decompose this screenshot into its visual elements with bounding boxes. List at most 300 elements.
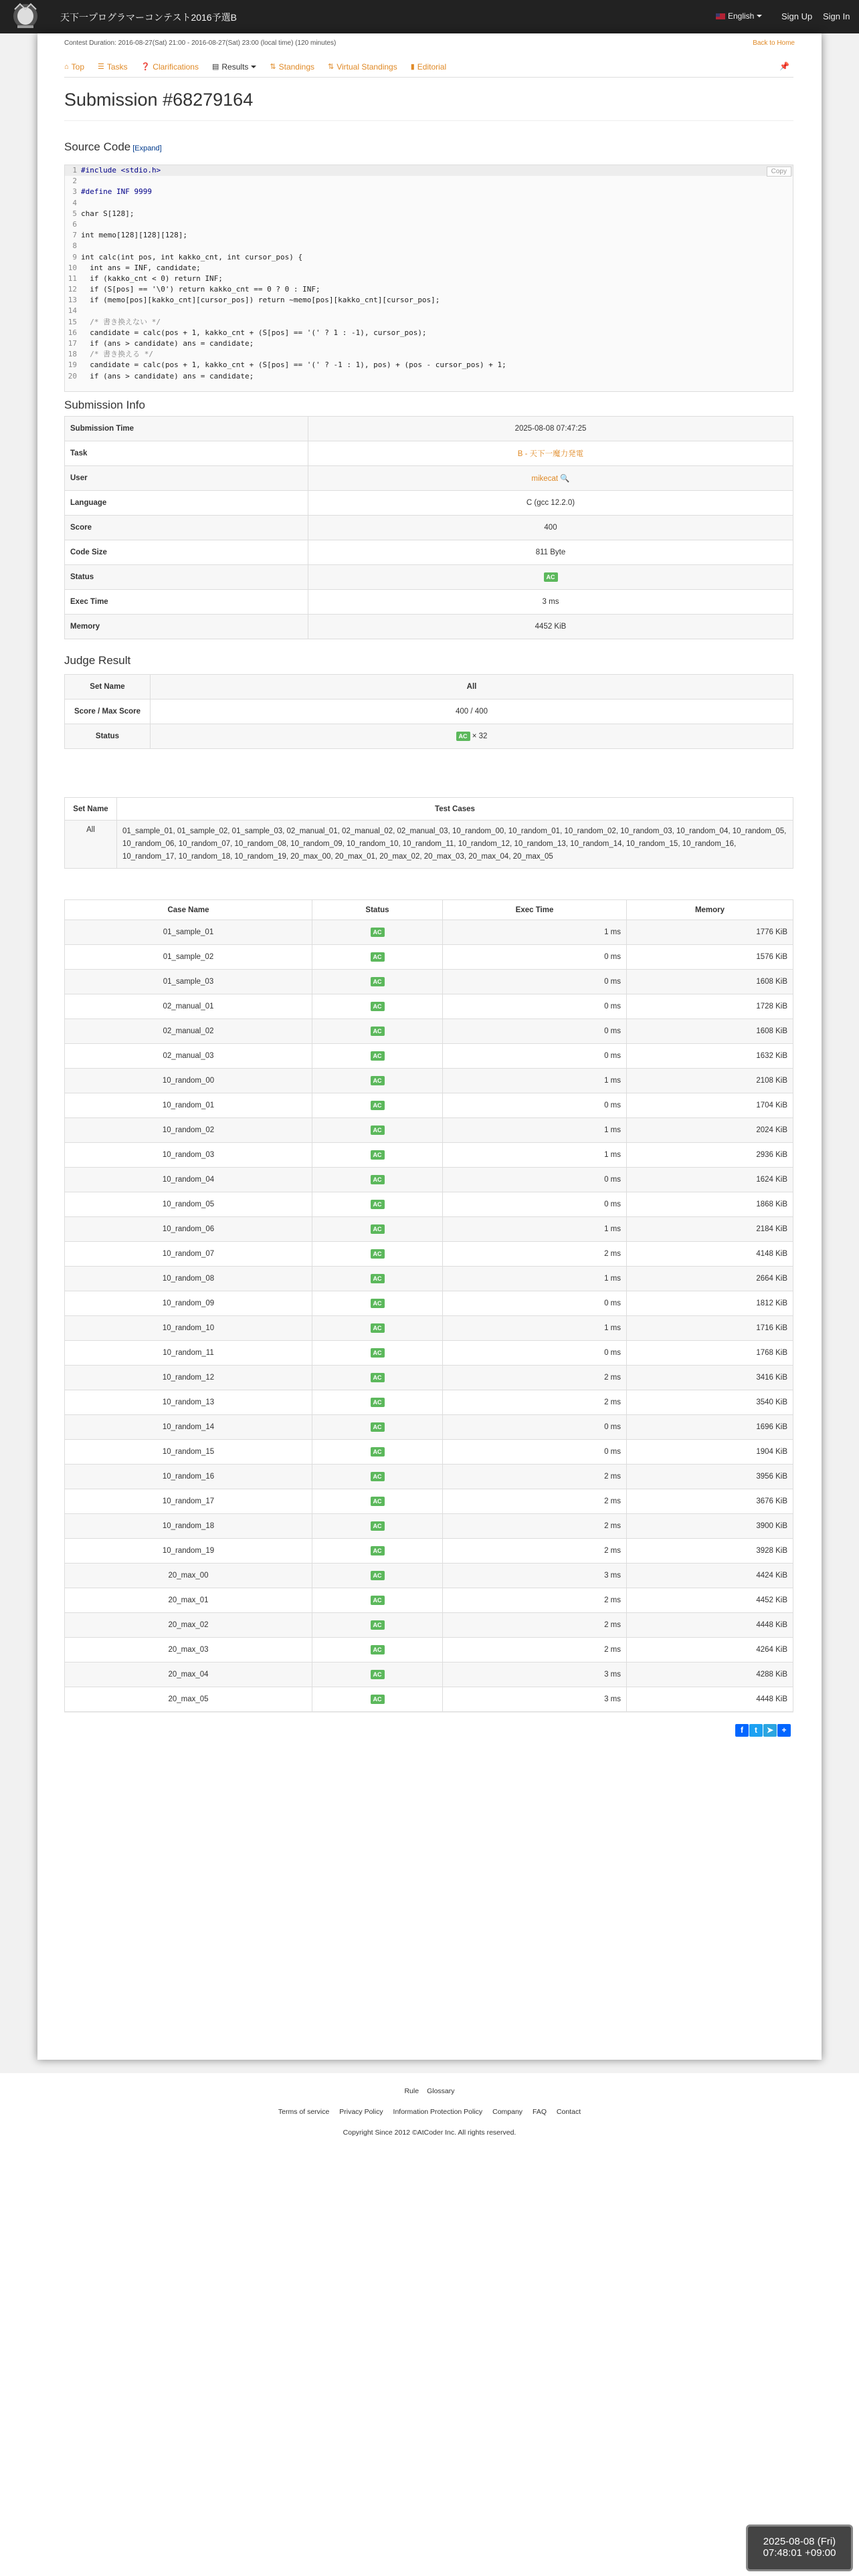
case-name-cell: 10_random_07 [65, 1242, 312, 1267]
status-badge: AC [371, 1299, 385, 1308]
case-status-cell [312, 1316, 443, 1341]
case-exec-time-cell: 3 ms [443, 1662, 627, 1687]
info-label: Task [65, 441, 308, 466]
code-line [65, 187, 793, 197]
case-exec-time-cell: 2 ms [443, 1588, 627, 1613]
code-text: #define INF 9999 [81, 187, 152, 197]
case-exec-time-cell: 2 ms [443, 1390, 627, 1415]
sets-header-cases: Test Cases [117, 798, 793, 821]
code-line [65, 306, 793, 316]
case-exec-time-cell: 3 ms [443, 1687, 627, 1712]
table-row [65, 516, 793, 540]
case-status-cell [312, 1687, 443, 1712]
caret-down-icon [757, 15, 762, 17]
code-text: int ans = INF, candidate; [81, 263, 201, 272]
contest-nav-tabs [64, 56, 793, 78]
footer-privacy-link[interactable]: Privacy Policy [339, 2108, 383, 2116]
submission-time-value: 2025-08-08 07:47:25 [308, 417, 793, 441]
table-row [65, 1192, 793, 1217]
code-text: #include <stdio.h> [81, 166, 161, 175]
case-memory-cell: 4448 KiB [627, 1613, 793, 1638]
contest-duration: Contest Duration: 2016-08-27(Sat) 21:00 - 2016-08-27(Sat) 23:00 (local time) (120 minutes) [64, 39, 337, 47]
table-row [65, 920, 793, 945]
case-status-cell [312, 994, 443, 1019]
code-line [65, 230, 793, 241]
table-row [65, 970, 793, 994]
language-value: C (gcc 12.2.0) [308, 491, 793, 516]
status-badge: AC [371, 1027, 385, 1036]
table-row [65, 1588, 793, 1613]
case-exec-time-cell: 2 ms [443, 1539, 627, 1564]
case-memory-cell: 3676 KiB [627, 1489, 793, 1514]
case-exec-time-cell: 1 ms [443, 1143, 627, 1168]
case-memory-cell: 1716 KiB [627, 1316, 793, 1341]
case-memory-cell: 1576 KiB [627, 945, 793, 970]
case-exec-time-cell: 0 ms [443, 1044, 627, 1069]
code-line [65, 274, 793, 284]
tab-label: Standings [278, 62, 314, 72]
set-name-header: Set Name [65, 675, 151, 700]
memory-header[interactable]: Memory [627, 900, 793, 920]
code-line [65, 263, 793, 274]
status-badge: AC [371, 1422, 385, 1432]
table-row [65, 1316, 793, 1341]
table-row [65, 1564, 793, 1588]
table-row [65, 1514, 793, 1539]
sign-in-link[interactable]: Sign In [823, 11, 850, 21]
back-to-home-link[interactable]: Back to Home [753, 39, 795, 47]
code-text [80, 219, 81, 230]
code-line [65, 209, 793, 219]
case-status-cell [312, 970, 443, 994]
divider [64, 1712, 793, 1713]
code-line [65, 360, 793, 370]
case-memory-cell: 1608 KiB [627, 1019, 793, 1044]
share-buttons [735, 1724, 791, 1737]
search-icon[interactable]: 🔍 [560, 475, 570, 483]
case-memory-cell: 2664 KiB [627, 1267, 793, 1291]
status-badge: AC [371, 1398, 385, 1407]
case-exec-time-cell: 0 ms [443, 1291, 627, 1316]
case-memory-cell: 3900 KiB [627, 1514, 793, 1539]
table-row [65, 417, 793, 441]
language-dropdown[interactable] [716, 11, 762, 21]
tab-top[interactable] [64, 62, 84, 72]
share-plus-icon[interactable]: + [777, 1724, 791, 1737]
language-label: English [728, 11, 755, 21]
copy-button[interactable]: Copy [767, 167, 791, 177]
case-memory-cell: 3540 KiB [627, 1390, 793, 1415]
line-number: 2 [72, 177, 77, 186]
code-text: /* 書き換えない */ [81, 317, 161, 326]
tab-standings[interactable] [270, 62, 314, 72]
user-link[interactable]: mikecat [531, 475, 559, 483]
table-row [65, 540, 793, 565]
set-name-value: All [151, 675, 793, 700]
table-row [65, 1539, 793, 1564]
code-text [80, 241, 81, 251]
table-row [65, 1044, 793, 1069]
code-text [80, 198, 81, 209]
case-status-cell [312, 1440, 443, 1465]
footer-contact-link[interactable]: Contact [556, 2108, 581, 2116]
status-badge: AC [371, 1620, 385, 1630]
tab-virtual-standings[interactable] [328, 62, 397, 72]
case-memory-cell: 3928 KiB [627, 1539, 793, 1564]
info-label: Score [65, 516, 308, 540]
case-status-cell [312, 945, 443, 970]
tab-results[interactable] [212, 62, 256, 72]
status-badge: AC [371, 1101, 385, 1110]
tab-label: Results [221, 62, 249, 72]
case-exec-time-cell: 0 ms [443, 1168, 627, 1192]
sets-header-name: Set Name [65, 798, 117, 821]
case-name-cell: 01_sample_02 [65, 945, 312, 970]
task-link[interactable]: B - 天下一魔力発電 [517, 450, 584, 458]
case-name-header[interactable]: Case Name [65, 900, 312, 920]
status-badge: AC [371, 1150, 385, 1160]
case-status-cell [312, 1514, 443, 1539]
case-memory-cell: 4288 KiB [627, 1662, 793, 1687]
code-line [65, 165, 793, 176]
line-number: 1 [72, 166, 77, 175]
status-badge: AC [371, 1571, 385, 1580]
code-line [65, 349, 793, 360]
case-name-cell: 10_random_13 [65, 1390, 312, 1415]
line-number: 20 [68, 371, 77, 381]
tab-clarifications[interactable] [141, 62, 199, 72]
footer-terms-link[interactable]: Terms of service [278, 2108, 330, 2116]
code-text: candidate = calc(pos + 1, kakko_cnt + (S[pos] == '(' ? 1 : -1), cursor_pos); [81, 328, 427, 337]
case-memory-cell: 2108 KiB [627, 1069, 793, 1093]
footer-faq-link[interactable]: FAQ [532, 2108, 547, 2116]
case-name-cell: 10_random_08 [65, 1267, 312, 1291]
footer-company-link[interactable]: Company [492, 2108, 523, 2116]
table-row [65, 1019, 793, 1044]
status-count: × 32 [472, 732, 488, 740]
case-status-cell [312, 1638, 443, 1662]
line-number: 3 [72, 187, 77, 197]
clock-time: 07:48:01 +09:00 [763, 2547, 836, 2559]
code-line [65, 317, 793, 328]
table-row [65, 994, 793, 1019]
line-number: 7 [72, 231, 77, 240]
status-badge: AC [371, 1546, 385, 1555]
code-text: candidate = calc(pos + 1, kakko_cnt + (S[pos] == '(' ? -1 : 1), pos) + (pos - cursor_pos) + 1; [81, 360, 506, 370]
memory-value: 4452 KiB [308, 615, 793, 639]
pin-icon[interactable]: 📌 [779, 62, 789, 71]
us-flag-icon [716, 13, 725, 19]
code-line [65, 176, 793, 187]
table-row [65, 441, 793, 466]
footer-rule-link[interactable]: Rule [404, 2087, 419, 2095]
case-name-cell: 10_random_04 [65, 1168, 312, 1192]
code-line [65, 328, 793, 338]
case-memory-cell: 2184 KiB [627, 1217, 793, 1242]
footer-links-primary [0, 2087, 859, 2095]
case-name-cell: 10_random_12 [65, 1366, 312, 1390]
table-row [65, 1440, 793, 1465]
line-number: 8 [72, 241, 77, 251]
case-name-cell: 10_random_02 [65, 1118, 312, 1143]
status-badge: AC [371, 1274, 385, 1283]
telegram-icon[interactable]: ➤ [763, 1724, 777, 1737]
case-name-cell: 10_random_19 [65, 1539, 312, 1564]
table-row [65, 798, 793, 821]
table-row [65, 1143, 793, 1168]
case-name-cell: 01_sample_03 [65, 970, 312, 994]
case-status-cell [312, 1539, 443, 1564]
twitter-icon[interactable]: t [749, 1724, 763, 1737]
source-code-block[interactable] [64, 165, 793, 392]
table-row [65, 1168, 793, 1192]
code-text: int calc(int pos, int kakko_cnt, int cursor_pos) { [81, 252, 303, 261]
table-row [65, 466, 793, 491]
table-row [65, 675, 793, 700]
status-badge: AC [371, 952, 385, 962]
status-badge: AC [371, 1596, 385, 1605]
case-name-cell: 10_random_15 [65, 1440, 312, 1465]
case-memory-cell: 1904 KiB [627, 1440, 793, 1465]
code-line [65, 371, 793, 382]
case-exec-time-cell: 2 ms [443, 1242, 627, 1267]
submission-info-heading: Submission Info [64, 399, 145, 411]
case-exec-time-cell: 0 ms [443, 1341, 627, 1366]
status-badge: AC [371, 1076, 385, 1085]
case-memory-cell: 4148 KiB [627, 1242, 793, 1267]
case-status-cell [312, 1217, 443, 1242]
case-exec-time-cell: 0 ms [443, 945, 627, 970]
facebook-icon[interactable]: f [735, 1724, 749, 1737]
case-name-cell: 02_manual_03 [65, 1044, 312, 1069]
case-name-cell: 20_max_03 [65, 1638, 312, 1662]
case-memory-cell: 1624 KiB [627, 1168, 793, 1192]
table-row [65, 1291, 793, 1316]
code-lines [65, 165, 793, 382]
case-name-cell: 10_random_05 [65, 1192, 312, 1217]
case-exec-time-cell: 1 ms [443, 1069, 627, 1093]
case-exec-time-cell: 2 ms [443, 1366, 627, 1390]
case-status-cell [312, 1291, 443, 1316]
sort-icon: ⇅ [328, 63, 335, 71]
case-exec-time-cell: 1 ms [443, 920, 627, 945]
case-exec-time-cell: 0 ms [443, 1440, 627, 1465]
line-number: 19 [68, 360, 77, 370]
case-name-cell: 10_random_17 [65, 1489, 312, 1514]
table-row [65, 1217, 793, 1242]
line-number: 9 [72, 252, 77, 261]
caret-down-icon [251, 66, 256, 68]
case-name-cell: 10_random_11 [65, 1341, 312, 1366]
code-line [65, 295, 793, 306]
case-exec-time-cell: 0 ms [443, 970, 627, 994]
judge-result-heading: Judge Result [64, 654, 131, 667]
question-icon: ❓ [140, 63, 151, 71]
status-badge: AC [371, 1645, 385, 1654]
line-number: 17 [68, 339, 77, 348]
case-status-cell [312, 1093, 443, 1118]
case-exec-time-cell: 0 ms [443, 1415, 627, 1440]
code-line [65, 338, 793, 349]
expand-link[interactable]: [Expand] [132, 144, 162, 152]
test-cases-body [65, 920, 793, 1712]
case-memory-cell: 4452 KiB [627, 1588, 793, 1613]
case-status-cell [312, 1143, 443, 1168]
case-exec-time-cell: 2 ms [443, 1489, 627, 1514]
judge-summary-table [64, 674, 793, 749]
sign-up-link[interactable]: Sign Up [781, 11, 813, 21]
status-badge: AC [371, 1002, 385, 1011]
case-exec-time-cell: 2 ms [443, 1638, 627, 1662]
case-memory-cell: 1608 KiB [627, 970, 793, 994]
home-icon: ⌂ [64, 62, 69, 71]
status-badge: AC [371, 1051, 385, 1061]
source-code-heading [64, 140, 162, 154]
info-label: Memory [65, 615, 308, 639]
atcoder-logo[interactable] [5, 1, 45, 32]
table-row [65, 900, 793, 920]
status-badge: AC [371, 1224, 385, 1234]
case-status-cell [312, 1192, 443, 1217]
table-row [65, 1069, 793, 1093]
status-badge: AC [371, 1695, 385, 1704]
line-number: 14 [68, 306, 77, 316]
status-header[interactable]: Status [312, 900, 443, 920]
status-badge: AC [371, 1447, 385, 1457]
status-badge: AC [371, 1670, 385, 1679]
status-badge: AC [371, 1348, 385, 1358]
info-label: Status [65, 565, 308, 590]
table-row [65, 700, 793, 724]
line-number: 10 [68, 263, 77, 272]
source-code-title: Source Code [64, 140, 131, 153]
case-memory-cell: 4264 KiB [627, 1638, 793, 1662]
case-exec-time-cell: 1 ms [443, 1267, 627, 1291]
table-row [65, 1390, 793, 1415]
contest-title[interactable]: 天下一プログラマーコンテスト2016予選B [60, 12, 237, 23]
code-text [80, 176, 81, 187]
case-exec-time-cell: 1 ms [443, 1316, 627, 1341]
case-status-cell [312, 1019, 443, 1044]
case-name-cell: 10_random_00 [65, 1069, 312, 1093]
set-name-cell: All [65, 821, 117, 869]
case-name-cell: 20_max_02 [65, 1613, 312, 1638]
status-badge: AC [456, 732, 470, 741]
line-number: 12 [68, 285, 77, 294]
case-name-cell: 20_max_04 [65, 1662, 312, 1687]
case-status-cell [312, 1242, 443, 1267]
table-row [65, 565, 793, 590]
code-line [65, 241, 793, 251]
table-row [65, 1341, 793, 1366]
code-text: /* 書き換える */ [81, 350, 153, 359]
case-memory-cell: 2024 KiB [627, 1118, 793, 1143]
case-exec-time-cell: 0 ms [443, 1093, 627, 1118]
info-label: User [65, 466, 308, 491]
case-name-cell: 10_random_01 [65, 1093, 312, 1118]
info-label: Language [65, 491, 308, 516]
table-row [65, 1366, 793, 1390]
footer-glossary-link[interactable]: Glossary [427, 2087, 455, 2095]
status-badge: AC [371, 1373, 385, 1382]
info-label: Submission Time [65, 417, 308, 441]
line-number: 6 [72, 219, 77, 229]
case-exec-time-cell: 3 ms [443, 1564, 627, 1588]
tab-editorial[interactable] [411, 62, 446, 72]
case-memory-cell: 1812 KiB [627, 1291, 793, 1316]
code-line [65, 198, 793, 209]
divider [64, 120, 793, 121]
exec-time-header[interactable]: Exec Time [443, 900, 627, 920]
table-row [65, 1267, 793, 1291]
case-name-cell: 02_manual_02 [65, 1019, 312, 1044]
status-badge: AC [371, 1249, 385, 1259]
case-exec-time-cell: 1 ms [443, 1118, 627, 1143]
tab-label: Virtual Standings [337, 62, 397, 72]
exec-time-value: 3 ms [308, 590, 793, 615]
code-text: if (kakko_cnt < 0) return INF; [81, 274, 223, 283]
case-exec-time-cell: 0 ms [443, 1019, 627, 1044]
case-name-cell: 10_random_03 [65, 1143, 312, 1168]
status-badge: AC [371, 977, 385, 986]
case-memory-cell: 4448 KiB [627, 1687, 793, 1712]
footer-copyright: Copyright Since 2012 ©AtCoder Inc. All rights reserved. [343, 2129, 516, 2137]
table-row [65, 945, 793, 970]
tab-tasks[interactable] [98, 62, 128, 72]
line-number: 13 [68, 296, 77, 305]
footer-links-secondary [0, 2108, 859, 2116]
test-sets-table [64, 797, 793, 869]
case-memory-cell: 3416 KiB [627, 1366, 793, 1390]
code-size-value: 811 Byte [308, 540, 793, 565]
case-name-cell: 20_max_00 [65, 1564, 312, 1588]
case-exec-time-cell: 1 ms [443, 1217, 627, 1242]
main-container [37, 33, 822, 2060]
line-number: 5 [72, 209, 77, 218]
table-row [65, 1415, 793, 1440]
case-exec-time-cell: 0 ms [443, 1192, 627, 1217]
code-text: int memo[128][128][128]; [81, 231, 187, 240]
code-line [65, 219, 793, 230]
case-memory-cell: 1768 KiB [627, 1341, 793, 1366]
table-row [65, 491, 793, 516]
score-label: Score / Max Score [65, 700, 151, 724]
case-memory-cell: 1696 KiB [627, 1415, 793, 1440]
table-row [65, 1242, 793, 1267]
case-status-cell [312, 1341, 443, 1366]
case-name-cell: 10_random_10 [65, 1316, 312, 1341]
code-text: if (S[pos] == '\0') return kakko_cnt == 0 ? 0 : INF; [81, 285, 320, 294]
case-exec-time-cell: 2 ms [443, 1465, 627, 1489]
status-badge: AC [371, 1521, 385, 1531]
case-name-cell: 10_random_09 [65, 1291, 312, 1316]
status-badge: AC [371, 1472, 385, 1481]
footer-info-protection-link[interactable]: Information Protection Policy [393, 2108, 483, 2116]
code-text: if (ans > candidate) ans = candidate; [81, 339, 254, 348]
case-name-cell: 10_random_18 [65, 1514, 312, 1539]
case-memory-cell: 3956 KiB [627, 1465, 793, 1489]
line-number: 11 [68, 274, 77, 283]
code-text: if (memo[pos][kakko_cnt][cursor_pos]) return ~memo[pos][kakko_cnt][cursor_pos]; [81, 296, 440, 305]
case-status-cell [312, 1168, 443, 1192]
status-label: Status [65, 724, 151, 749]
case-name-cell: 20_max_05 [65, 1687, 312, 1712]
case-status-cell [312, 1489, 443, 1514]
table-row [65, 1638, 793, 1662]
case-name-cell: 02_manual_01 [65, 994, 312, 1019]
status-badge: AC [371, 1175, 385, 1184]
table-row [65, 1613, 793, 1638]
